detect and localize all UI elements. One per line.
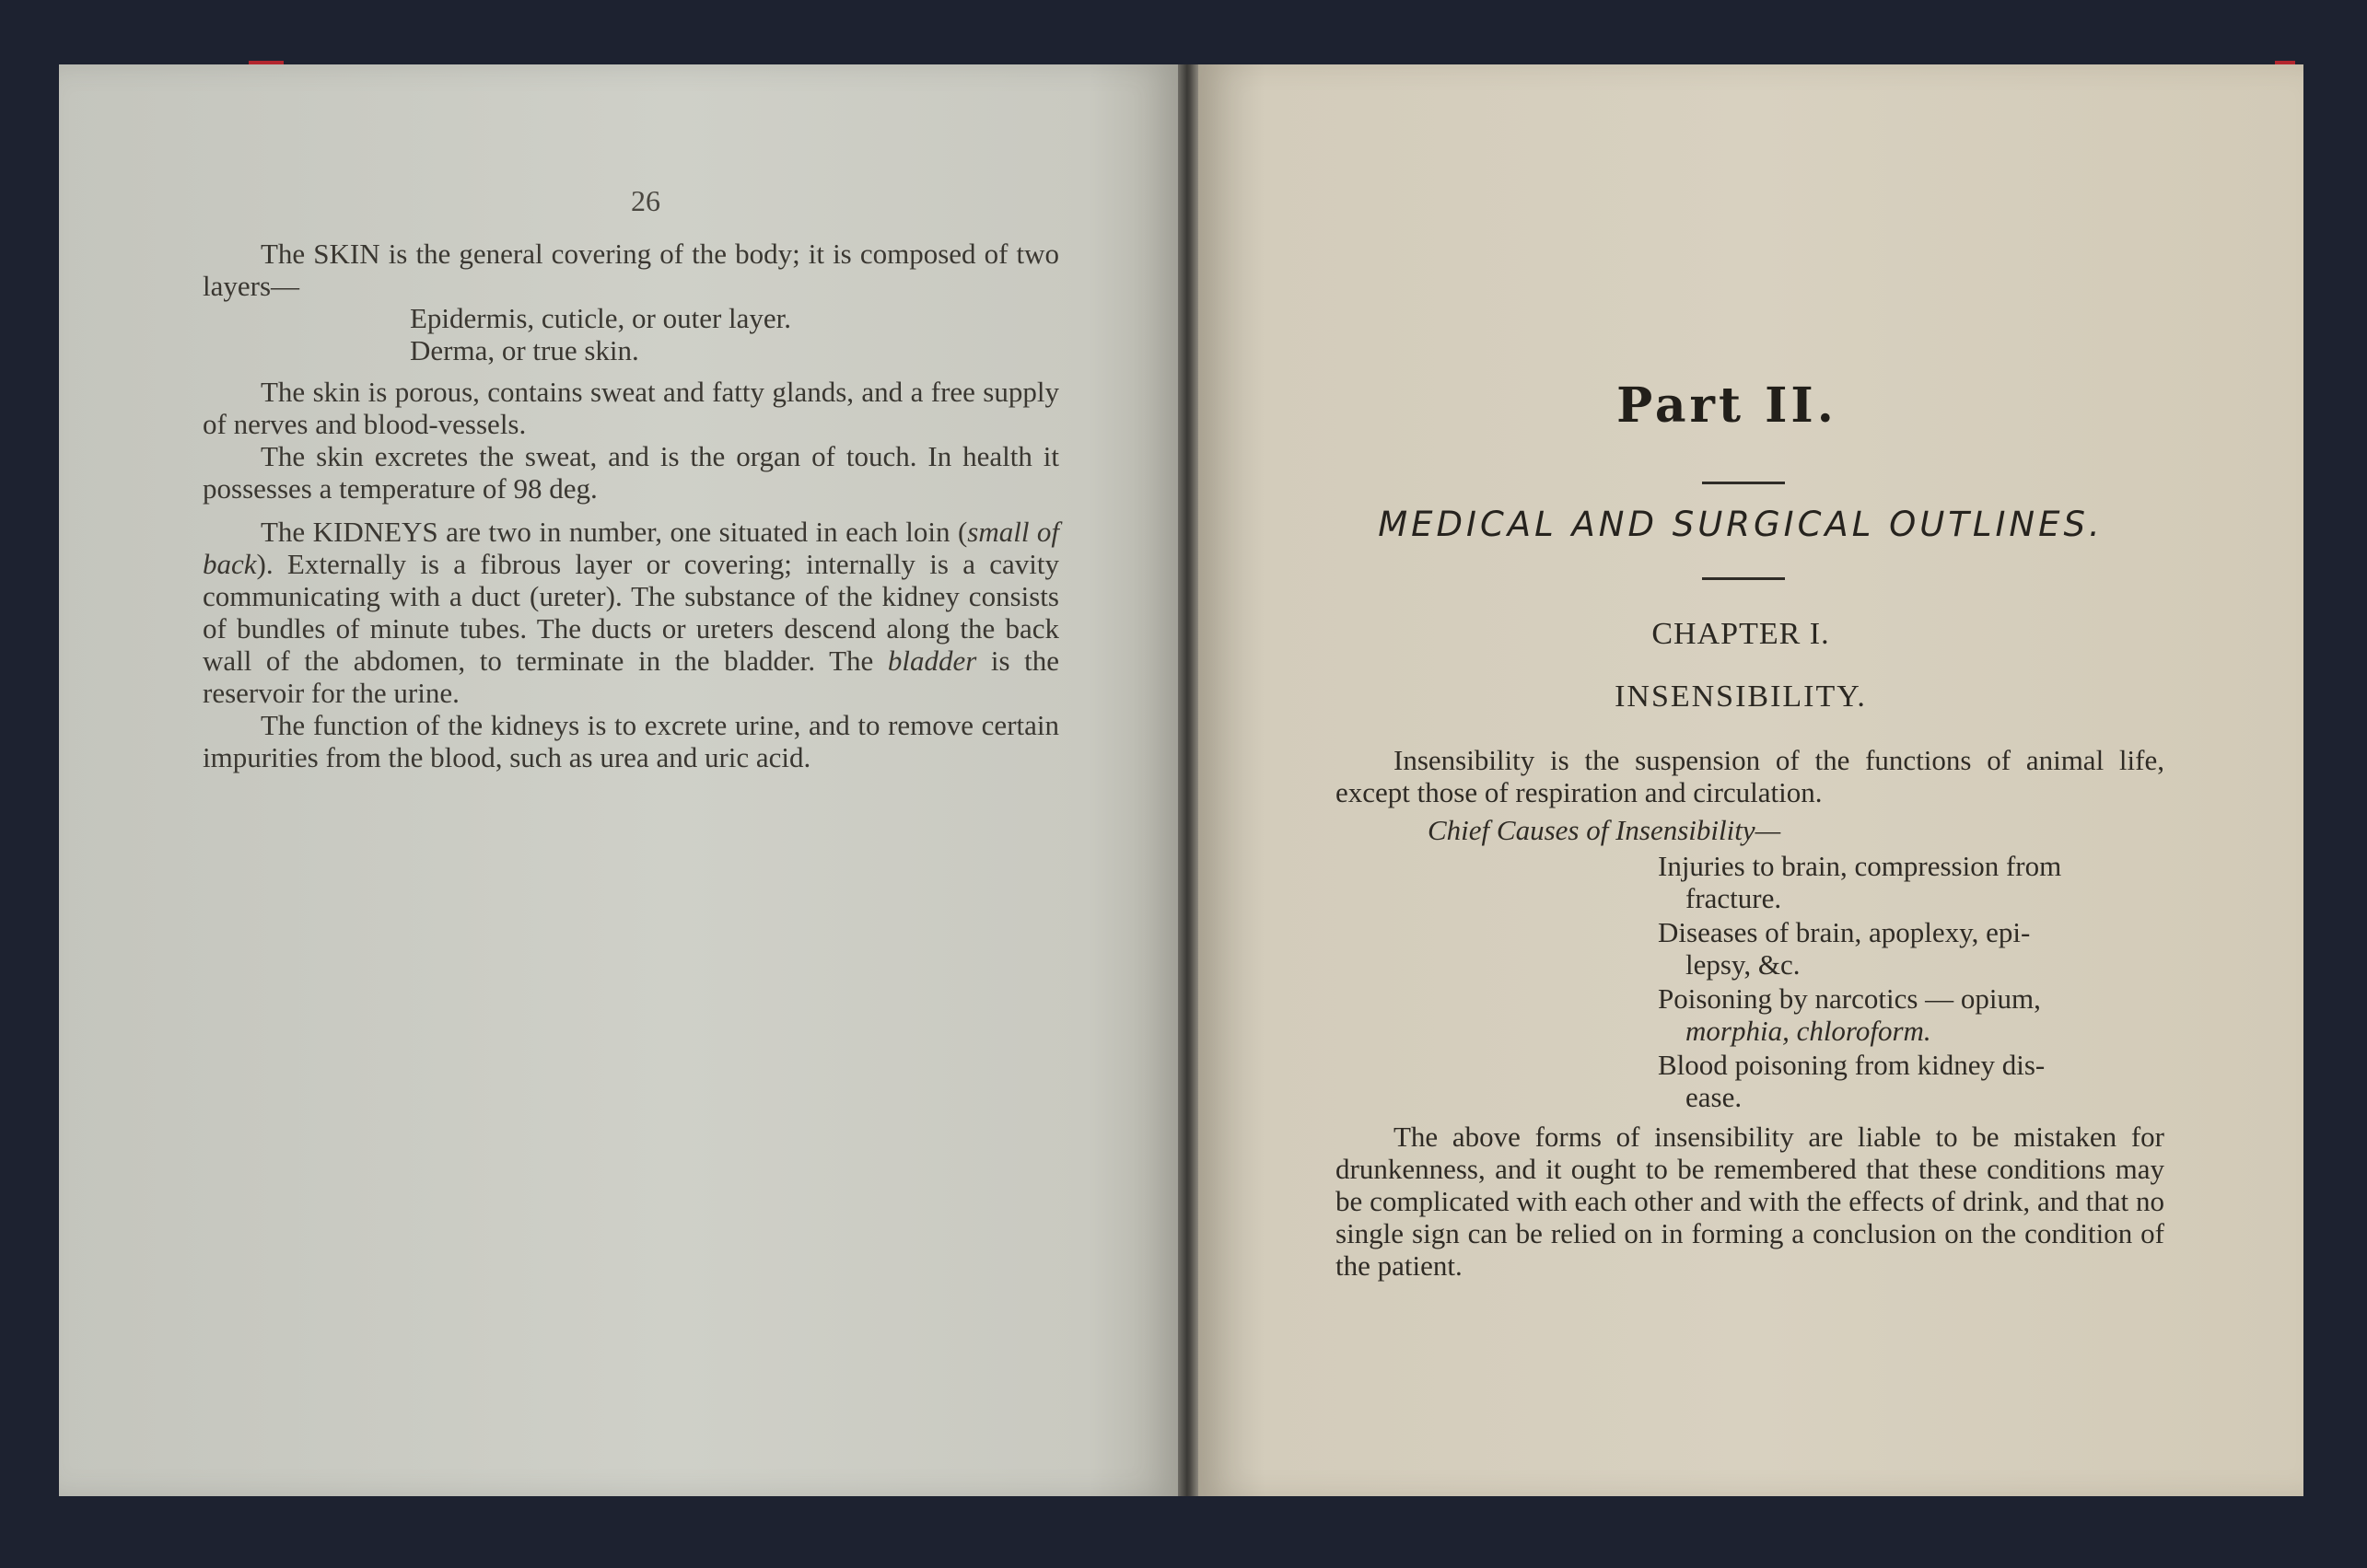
chapter-name: INSENSIBILITY. bbox=[1615, 679, 1867, 714]
cause-line: Injuries to brain, compression from bbox=[1658, 850, 2062, 882]
kidneys-text-b: ). Externally is a fibrous layer or covering; internally is a cavity communicating with a duct (ureter). The substance of the kidney consists of bundles of minute tubes. The ducts or ureters descend along the back wall of the abdomen, to terminate in the bladder. The bbox=[203, 548, 1059, 677]
kidneys-text-italic-bladder: bladder bbox=[887, 645, 977, 677]
chapter-heading: CHAPTER I. bbox=[1651, 617, 1830, 651]
cause-line: Poisoning by narcotics — opium, bbox=[1658, 982, 2041, 1015]
cause-line-cont: fracture. bbox=[1685, 882, 1782, 914]
skin-paragraph: The SKIN is the general covering of the body; it is composed of two layers— bbox=[203, 238, 1059, 302]
kidneys-text-c: is the reservoir for the urine. bbox=[203, 645, 1059, 709]
divider-rule-bottom bbox=[1702, 577, 1785, 580]
kidney-function-paragraph: The function of the kidneys is to excrete urine, and to remove certain impurities from the blood, such as urea and uric acid. bbox=[203, 709, 1059, 773]
skin-layer-derma: Derma, or true skin. bbox=[410, 334, 639, 366]
cause-line-cont: lepsy, &c. bbox=[1685, 948, 1801, 981]
cause-item bbox=[1658, 1049, 2164, 1113]
cause-line: Blood poisoning from kidney dis- bbox=[1658, 1049, 2046, 1081]
cause-item bbox=[1658, 850, 2164, 914]
page-number: 26 bbox=[631, 184, 660, 217]
cause-item bbox=[1658, 982, 2164, 1047]
skin-layer-epidermis: Epidermis, cuticle, or outer layer. bbox=[410, 302, 792, 334]
cause-item bbox=[1658, 916, 2164, 981]
part-title: Part II. bbox=[1616, 377, 1837, 434]
causes-list bbox=[1335, 850, 2164, 1113]
kidneys-text-italic: small of back bbox=[203, 516, 1059, 580]
divider-rule-top bbox=[1702, 482, 1785, 484]
left-page-text bbox=[203, 238, 1059, 773]
section-subtitle: MEDICAL AND SURGICAL OUTLINES. bbox=[1378, 505, 2104, 544]
cause-line-cont: ease. bbox=[1685, 1081, 1743, 1113]
cause-line-cont: morphia, chloroform. bbox=[1685, 1015, 1931, 1047]
insensibility-intro: Insensibility is the suspension of the functions of animal life, except those of respiration and circulation. bbox=[1335, 744, 2164, 808]
cause-line: Diseases of brain, apoplexy, epi- bbox=[1658, 916, 2031, 948]
kidneys-text-a: The KIDNEYS are two in number, one situated in each loin ( bbox=[261, 516, 968, 548]
right-page-text bbox=[1335, 744, 2164, 1282]
closing-paragraph: The above forms of insensibility are liable to be mistaken for drunkenness, and it ought to be remembered that these conditions may be complicated with each other and with the effects of drink, and that no single sign can be relied on in forming a conclusion on the condition of the patient. bbox=[1335, 1121, 2164, 1282]
book-gutter bbox=[1178, 64, 1198, 1496]
skin-porous-paragraph: The skin is porous, contains sweat and fatty glands, and a free supply of nerves and blood-vessels. bbox=[203, 376, 1059, 440]
kidneys-paragraph bbox=[203, 516, 1059, 709]
causes-heading: Chief Causes of Insensibility— bbox=[1428, 814, 1781, 846]
skin-excretes-paragraph: The skin excretes the sweat, and is the organ of touch. In health it possesses a temperature of 98 deg. bbox=[203, 440, 1059, 505]
